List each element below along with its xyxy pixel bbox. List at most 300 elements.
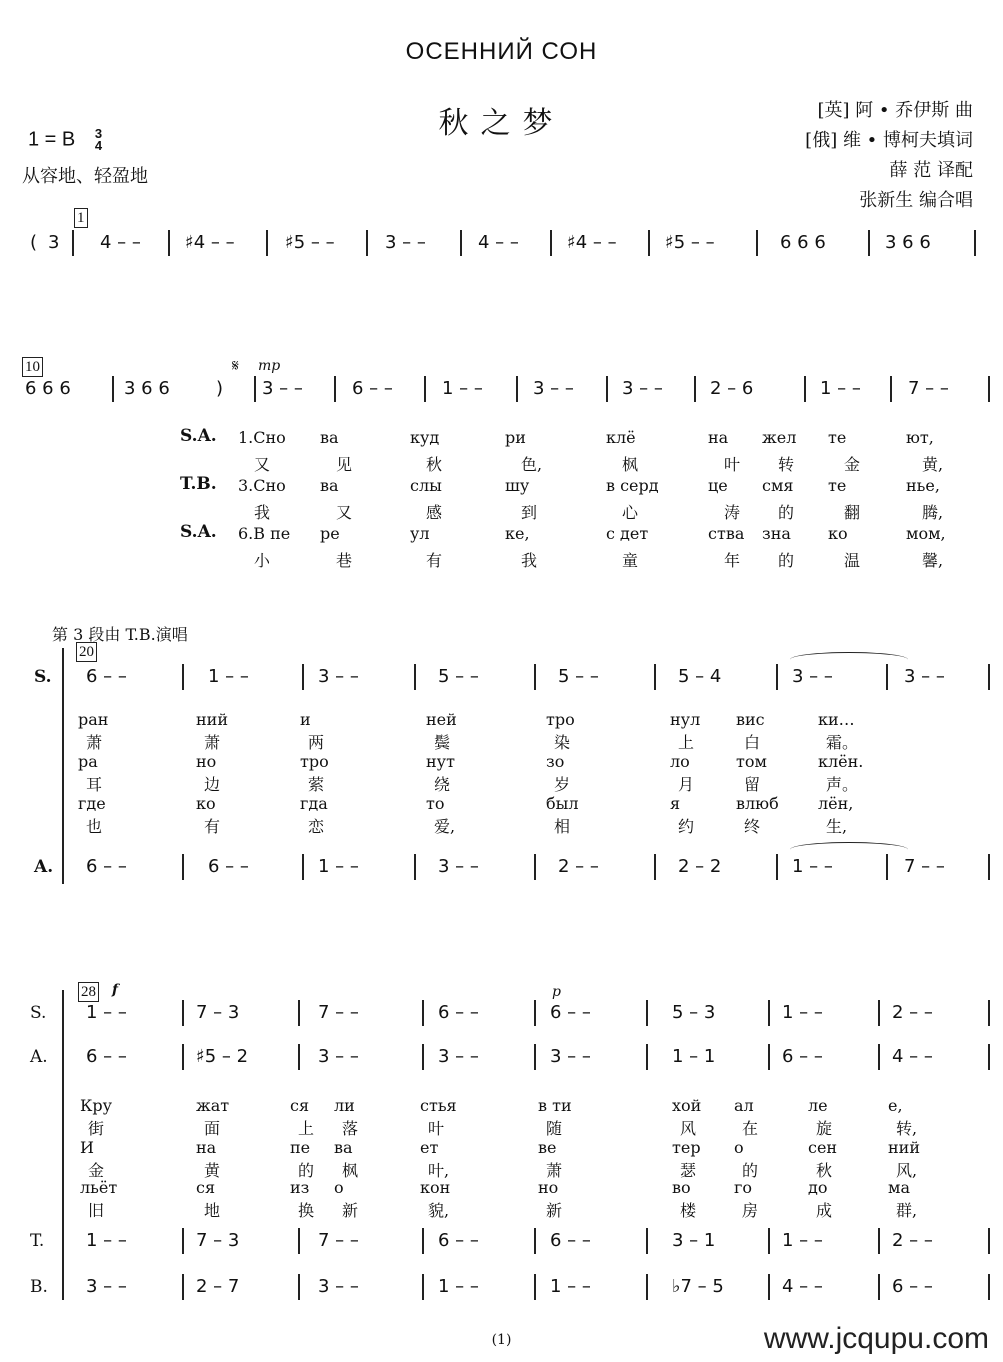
lyric-syllable: 又 [254, 455, 271, 474]
lyric-syllable: 年 [724, 551, 741, 570]
note: ♯4 – – [185, 232, 235, 253]
barline [886, 664, 888, 690]
note: ♯5 – – [285, 232, 335, 253]
note-soprano: 1 – – [86, 1002, 127, 1023]
lyric-syllable: хой [672, 1096, 702, 1115]
lyric-syllable: 转 [778, 455, 795, 474]
lyric-syllable: 留 [744, 775, 761, 794]
lyric-syllable: в ти [538, 1096, 572, 1115]
lyric-syllable: вис [736, 710, 765, 729]
lyric-syllable: на [708, 428, 729, 447]
barline [646, 1228, 648, 1254]
barline [334, 376, 336, 402]
barline [868, 230, 870, 256]
lyric-syllable: 上 [298, 1119, 315, 1138]
lyric-syllable: ран [78, 710, 109, 729]
note-alto: 4 – – [892, 1046, 933, 1067]
barline [776, 664, 778, 690]
lyric-syllable: 月 [678, 775, 695, 794]
barline [414, 854, 416, 880]
barline [366, 230, 368, 256]
note: 1 – – [442, 378, 483, 399]
note-tenor: 2 – – [892, 1230, 933, 1251]
lyric-syllable: 的 [742, 1161, 759, 1180]
barline [460, 230, 462, 256]
lyric-syllable: гда [300, 794, 328, 813]
lyric-syllable: стья [420, 1096, 457, 1115]
lyric-syllable: 有 [204, 817, 221, 836]
lyric-syllable: 黄, [922, 455, 944, 474]
barline [646, 1044, 648, 1070]
note: 6 – – [352, 378, 393, 399]
lyric-syllable: 在 [742, 1119, 759, 1138]
note: 3 – – [622, 378, 663, 399]
note: ♯4 – – [567, 232, 617, 253]
barline [534, 1044, 536, 1070]
note: 3 – – [533, 378, 574, 399]
barline [768, 1000, 770, 1026]
lyric-syllable: 相 [554, 817, 571, 836]
lyric-syllable: слы [410, 476, 442, 495]
note: 3 – – [385, 232, 426, 253]
lyric-syllable: ра [78, 752, 98, 771]
part-label-alto: A. [30, 1047, 48, 1067]
note-soprano: 1 – – [208, 666, 249, 687]
barline [414, 664, 416, 690]
lyric-syllable: 心 [622, 503, 639, 522]
lyric-syllable: на [196, 1138, 217, 1157]
lyric-syllable: ма [888, 1178, 910, 1197]
note-soprano: 1 – – [782, 1002, 823, 1023]
note-alto: 3 – – [318, 1046, 359, 1067]
lyric-syllable: ся [290, 1096, 310, 1115]
note-tenor: 1 – – [782, 1230, 823, 1251]
barline [988, 1000, 990, 1026]
dynamic-mp: mp [258, 358, 281, 374]
note-soprano: 5 – – [558, 666, 599, 687]
note: 3 [48, 232, 60, 253]
lyric-syllable: 霜。 [826, 733, 859, 752]
lyric-syllable: 腾, [922, 503, 944, 522]
lyric-syllable: 白 [744, 733, 761, 752]
lyric-syllable: 小 [254, 551, 271, 570]
lyric-syllable: 貌, [428, 1201, 450, 1220]
lyric-syllable: 枫 [342, 1161, 359, 1180]
lyric-syllable: 随 [546, 1119, 563, 1138]
lyric-syllable: 街 [88, 1119, 105, 1138]
lyric-syllable: 也 [86, 817, 103, 836]
lyric-syllable: 瑟 [680, 1161, 697, 1180]
barline [878, 1228, 880, 1254]
barline [422, 1044, 424, 1070]
lyric-syllable: сен [808, 1138, 838, 1157]
lyric-syllable: 旋 [816, 1119, 833, 1138]
note: ) [216, 378, 224, 399]
note-tenor: 3 – 1 [672, 1230, 716, 1251]
lyric-syllable: 叶 [428, 1119, 445, 1138]
barline [886, 854, 888, 880]
note: ♯5 – – [665, 232, 715, 253]
barline [72, 230, 74, 256]
lyric-syllable: 上 [678, 733, 695, 752]
barline [694, 376, 696, 402]
lyric-syllable: 的 [778, 503, 795, 522]
note-bass: 1 – – [550, 1276, 591, 1297]
note-soprano: 3 – – [318, 666, 359, 687]
lyric-syllable: ства [708, 524, 745, 543]
barline [878, 1274, 880, 1300]
barline [768, 1228, 770, 1254]
lyric-syllable: то [426, 794, 445, 813]
lyric-syllable: 群, [896, 1201, 918, 1220]
barline [182, 1044, 184, 1070]
note-alto: 2 – 2 [678, 856, 722, 877]
note: 6 6 6 [25, 378, 71, 399]
lyric-syllable: 面 [204, 1119, 221, 1138]
lyric-syllable: ней [426, 710, 457, 729]
lyric-syllable: ва [334, 1138, 353, 1157]
lyric-syllable: 岁 [554, 775, 571, 794]
lyric-syllable: тро [546, 710, 575, 729]
lyric-syllable: ко [828, 524, 848, 543]
note-bass: 6 – – [892, 1276, 933, 1297]
lyric-syllable: ва [320, 476, 339, 495]
barline [422, 1228, 424, 1254]
key-signature: 1 = B 3 4 [28, 126, 103, 153]
lyric-syllable: 爱, [434, 817, 456, 836]
note-tenor: 7 – 3 [196, 1230, 240, 1251]
lyric-syllable: тро [300, 752, 329, 771]
lyric-syllable: 约 [678, 817, 695, 836]
note: 1 – – [820, 378, 861, 399]
lyric-syllable: жел [762, 428, 797, 447]
lyric-syllable: 秋 [426, 455, 443, 474]
lyric-syllable: 生, [826, 817, 848, 836]
lyric-syllable: ний [196, 710, 228, 729]
title-chinese: 秋之梦 [438, 106, 565, 141]
note-soprano: 7 – – [318, 1002, 359, 1023]
note-bass: 3 – – [86, 1276, 127, 1297]
barline [646, 1000, 648, 1026]
lyric-syllable: те [828, 428, 847, 447]
lyric-syllable: 叶, [428, 1161, 450, 1180]
lyric-syllable: 新 [342, 1201, 359, 1220]
barline [422, 1274, 424, 1300]
note-soprano: 6 – – [550, 1002, 591, 1023]
lyric-syllable: е, [888, 1096, 903, 1115]
note-alto: 1 – – [792, 856, 833, 877]
dynamic-f: f [112, 982, 119, 998]
lyric-syllable: 恋 [308, 817, 325, 836]
lyric-syllable: ли [334, 1096, 355, 1115]
barline [112, 376, 114, 402]
part-label-bass: B. [30, 1277, 48, 1297]
barline [168, 230, 170, 256]
note-tenor: 7 – – [318, 1230, 359, 1251]
lyric-syllable: пе [290, 1138, 311, 1157]
lyric-syllable: 巷 [336, 551, 353, 570]
barline [424, 376, 426, 402]
note: 4 – – [478, 232, 519, 253]
lyric-syllable: 叶 [724, 455, 741, 474]
note-alto: ♯5 – 2 [196, 1046, 249, 1067]
lyric-syllable: ний [888, 1138, 920, 1157]
lyric-syllable: 见 [336, 455, 353, 474]
barline [776, 854, 778, 880]
note-alto: 1 – – [318, 856, 359, 877]
barline [654, 664, 656, 690]
lyric-syllable: где [78, 794, 106, 813]
barline [756, 230, 758, 256]
barline [422, 1000, 424, 1026]
note: ( [30, 232, 38, 253]
lyric-syllable: в серд [606, 476, 659, 495]
lyric-syllable: 风 [680, 1119, 697, 1138]
lyric-syllable: жат [196, 1096, 230, 1115]
barline [606, 376, 608, 402]
note-soprano: 7 – 3 [196, 1002, 240, 1023]
lyric-syllable: 萧 [86, 733, 103, 752]
lyric-syllable: 我 [254, 503, 271, 522]
dynamic-p: p [552, 984, 561, 1000]
lyric-syllable: 鬓 [434, 733, 451, 752]
lyric-syllable: клё [606, 428, 636, 447]
lyric-syllable: 3.Сно [238, 476, 286, 495]
barline [974, 230, 976, 256]
lyric-syllable: 到 [521, 503, 538, 522]
lyric-syllable: 又 [336, 503, 353, 522]
barline [648, 230, 650, 256]
lyric-syllable: ве [538, 1138, 557, 1157]
note-alto: 6 – – [86, 856, 127, 877]
lyric-syllable: до [808, 1178, 828, 1197]
lyric-syllable: 1.Сно [238, 428, 286, 447]
barline [804, 376, 806, 402]
note-alto: 7 – – [904, 856, 945, 877]
credit-arranger: 张新生 编合唱 [859, 190, 973, 211]
note-bass: 4 – – [782, 1276, 823, 1297]
lyric-syllable: 耳 [86, 775, 103, 794]
note-bass: 2 – 7 [196, 1276, 240, 1297]
lyric-syllable: 我 [521, 551, 538, 570]
segno-sign: 𝄋 [232, 356, 239, 375]
lyric-syllable: 地 [204, 1201, 221, 1220]
barline [988, 1044, 990, 1070]
credit-lyricist: [俄] 维 • 博柯夫填词 [805, 130, 973, 151]
staff-bracket [62, 990, 64, 1300]
barline [182, 1274, 184, 1300]
barline [182, 1000, 184, 1026]
barline [768, 1274, 770, 1300]
barline [988, 854, 990, 880]
note: 2 – 6 [710, 378, 754, 399]
lyric-syllable: ул [410, 524, 430, 543]
lyric-syllable: 萧 [546, 1161, 563, 1180]
part-label: S.A. [180, 426, 217, 446]
barline [550, 230, 552, 256]
lyric-syllable: тер [672, 1138, 701, 1157]
barline [878, 1044, 880, 1070]
page-number: (1) [491, 1332, 512, 1348]
lyric-syllable: ют, [906, 428, 934, 447]
barline [988, 1274, 990, 1300]
note-soprano: 6 – – [438, 1002, 479, 1023]
barline [534, 1000, 536, 1026]
time-numerator: 3 [94, 126, 103, 141]
lyric-syllable: го [734, 1178, 753, 1197]
barline [298, 1228, 300, 1254]
lyric-syllable: во [672, 1178, 691, 1197]
lyric-syllable: нут [426, 752, 455, 771]
note-alto: 1 – 1 [672, 1046, 716, 1067]
note-bass: 1 – – [438, 1276, 479, 1297]
barline [298, 1000, 300, 1026]
lyric-syllable: 落 [342, 1119, 359, 1138]
measure-number: 28 [78, 982, 99, 1002]
lyric-syllable: 风, [896, 1161, 918, 1180]
lyric-syllable: зна [762, 524, 791, 543]
lyric-syllable: 两 [308, 733, 325, 752]
lyric-syllable: с дет [606, 524, 649, 543]
lyric-syllable: 感 [426, 503, 443, 522]
lyric-syllable: ки… [818, 710, 855, 729]
barline [768, 1044, 770, 1070]
tempo-marking: 从容地、轻盈地 [22, 166, 148, 187]
barline [182, 664, 184, 690]
measure-number: 1 [74, 208, 88, 228]
barline [516, 376, 518, 402]
lyric-syllable: нул [670, 710, 701, 729]
barline [646, 1274, 648, 1300]
note-bass: 3 – – [318, 1276, 359, 1297]
lyric-syllable: ло [670, 752, 690, 771]
barline [302, 664, 304, 690]
barline [534, 1274, 536, 1300]
lyric-syllable: клён. [818, 752, 864, 771]
lyric-syllable: 染 [554, 733, 571, 752]
part-label: S.A. [180, 522, 217, 542]
lyric-syllable: И [80, 1138, 94, 1157]
barline [988, 376, 990, 402]
lyric-syllable: 涛 [724, 503, 741, 522]
note-alto: 3 – – [438, 856, 479, 877]
part-label-alto: A. [34, 857, 54, 877]
measure-number: 20 [76, 642, 97, 662]
lyric-syllable: 楼 [680, 1201, 697, 1220]
performance-note: 第 3 段由 T.B.演唱 [52, 625, 188, 644]
part-label-tenor: T. [30, 1231, 45, 1251]
lyric-syllable: 新 [546, 1201, 563, 1220]
note-alto: 6 – – [782, 1046, 823, 1067]
part-label-soprano: S. [34, 667, 52, 687]
lyric-syllable: 有 [426, 551, 443, 570]
barline [534, 854, 536, 880]
part-label-soprano: S. [30, 1003, 47, 1023]
barline [654, 854, 656, 880]
note-soprano: 5 – 3 [672, 1002, 716, 1023]
lyric-syllable: я [670, 794, 681, 813]
lyric-syllable: но [538, 1178, 559, 1197]
lyric-syllable: 秋 [816, 1161, 833, 1180]
lyric-syllable: 转, [896, 1119, 918, 1138]
lyric-syllable: том [736, 752, 767, 771]
lyric-syllable: смя [762, 476, 794, 495]
lyric-syllable: зо [546, 752, 565, 771]
barline [878, 1000, 880, 1026]
lyric-syllable: ле [808, 1096, 828, 1115]
lyric-syllable: о [334, 1178, 344, 1197]
lyric-syllable: 换 [298, 1201, 315, 1220]
barline [890, 376, 892, 402]
barline [534, 664, 536, 690]
note-alto: 2 – – [558, 856, 599, 877]
lyric-syllable: куд [410, 428, 440, 447]
lyric-syllable: ва [320, 428, 339, 447]
lyric-syllable: ко [196, 794, 216, 813]
barline [534, 1228, 536, 1254]
lyric-syllable: о [734, 1138, 744, 1157]
lyric-syllable: ет [420, 1138, 439, 1157]
note: 3 6 6 [885, 232, 931, 253]
barline [254, 376, 256, 402]
lyric-syllable: 成 [816, 1201, 833, 1220]
lyric-syllable: 6.В пе [238, 524, 291, 543]
lyric-syllable: был [546, 794, 579, 813]
note-soprano: 2 – – [892, 1002, 933, 1023]
lyric-syllable: лён, [818, 794, 854, 813]
barline [988, 664, 990, 690]
barline [182, 854, 184, 880]
barline [988, 1228, 990, 1254]
note: 3 6 6 [124, 378, 170, 399]
note: 7 – – [908, 378, 949, 399]
staff-bracket [62, 648, 64, 884]
lyric-syllable: 童 [622, 551, 639, 570]
note-tenor: 6 – – [438, 1230, 479, 1251]
lyric-syllable: ри [505, 428, 526, 447]
lyric-syllable: 翻 [844, 503, 861, 522]
lyric-syllable: нье, [906, 476, 940, 495]
measure-number: 10 [22, 357, 43, 377]
lyric-syllable: 萧 [204, 733, 221, 752]
note-alto: 3 – – [438, 1046, 479, 1067]
title-russian: ОСЕННИЙ СОН [405, 38, 598, 65]
lyric-syllable: 温 [844, 551, 861, 570]
lyric-syllable: це [708, 476, 728, 495]
lyric-syllable: Кру [80, 1096, 113, 1115]
lyric-syllable: мом, [906, 524, 946, 543]
lyric-syllable: 金 [88, 1161, 105, 1180]
lyric-syllable: 色, [521, 455, 543, 474]
lyric-syllable: льёт [80, 1178, 118, 1197]
lyric-syllable: 绕 [434, 775, 451, 794]
note-tenor: 1 – – [86, 1230, 127, 1251]
lyric-syllable: ке, [505, 524, 530, 543]
tie [790, 652, 908, 667]
lyric-syllable: 边 [204, 775, 221, 794]
lyric-syllable: 黄 [204, 1161, 221, 1180]
note-alto: 6 – – [208, 856, 249, 877]
lyric-syllable: влюб [736, 794, 779, 813]
lyric-syllable: 声。 [826, 775, 859, 794]
credit-composer: [英] 阿 • 乔伊斯 曲 [817, 100, 973, 121]
credit-translator: 薛 范 译配 [889, 160, 973, 181]
lyric-syllable: кон [420, 1178, 451, 1197]
note: 3 – – [262, 378, 303, 399]
barline [298, 1044, 300, 1070]
lyric-syllable: 萦 [308, 775, 325, 794]
note-soprano: 5 – – [438, 666, 479, 687]
